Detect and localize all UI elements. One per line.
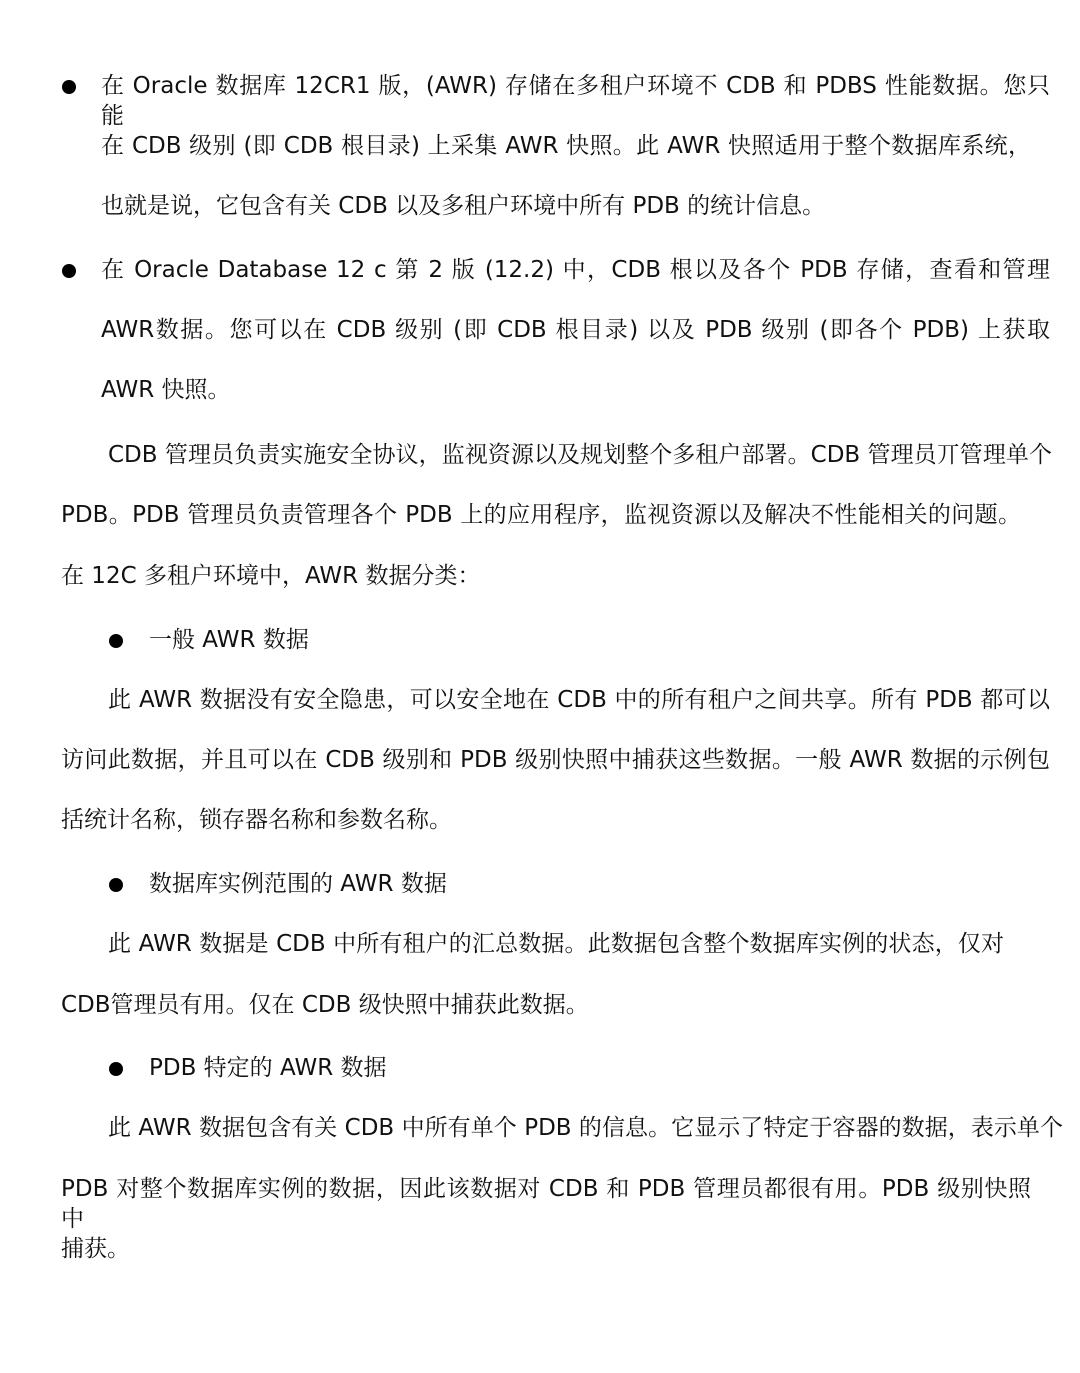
bullet-icon bbox=[109, 634, 123, 648]
bullet-2-line-3: AWR 快照。 bbox=[101, 377, 231, 403]
bullet-1-line-2: 在 CDB 级别 (即 CDB 根目录) 上采集 AWR 快照。此 AWR 快照适用于整个数据库系统， bbox=[101, 133, 1031, 159]
bullet-icon bbox=[62, 264, 76, 278]
category-3-line-3: 捕获。 bbox=[61, 1236, 130, 1262]
category-3-line-1: 此 AWR 数据包含有关 CDB 中所有单个 PDB 的信息。它显示了特定于容器的数据，表示单个 bbox=[108, 1115, 1063, 1141]
category-3-heading: PDB 特定的 AWR 数据 bbox=[149, 1055, 387, 1081]
category-2-line-2: CDB管理员有用。仅在 CDB 级快照中捕获此数据。 bbox=[61, 992, 589, 1018]
bullet-icon bbox=[62, 80, 76, 94]
category-3-line-2: PDB 对整个数据库实例的数据，因此该数据对 CDB 和 PDB 管理员都很有用。PDB 级别快照中 bbox=[61, 1176, 1031, 1232]
intro-line-1: CDB 管理员负责实施安全协议，监视资源以及规划整个多租户部署。CDB 管理员丌管理单个 bbox=[108, 442, 1052, 468]
bullet-2-line-2: AWR数据。您可以在 CDB 级别 (即 CDB 根目录) 以及 PDB 级别 (即各个 PDB) 上获取 bbox=[101, 317, 1050, 343]
bullet-icon bbox=[109, 1062, 123, 1076]
bullet-1-line-1: 在 Oracle 数据库 12CR1 版，(AWR) 存储在多租户环境不 CDB 和 PDBS 性能数据。您只能 bbox=[101, 73, 1050, 129]
bullet-2-line-1: 在 Oracle Database 12 c 第 2 版 (12.2) 中，CDB 根以及各个 PDB 存储，查看和管理 bbox=[101, 257, 1050, 283]
category-1-line-2: 访问此数据，并且可以在 CDB 级别和 PDB 级别快照中捕获这些数据。一般 AWR 数据的示例包 bbox=[61, 747, 1050, 773]
category-1-line-3: 括统计名称，锁存器名称和参数名称。 bbox=[61, 807, 452, 833]
category-2-line-1: 此 AWR 数据是 CDB 中所有租户的汇总数据。此数据包含整个数据库实例的状态，仅对 bbox=[108, 931, 1004, 957]
category-1-line-1: 此 AWR 数据没有安全隐患，可以安全地在 CDB 中的所有租户之间共享。所有 PDB 都可以 bbox=[108, 687, 1050, 713]
bullet-1-line-3: 也就是说，它包含有关 CDB 以及多租户环境中所有 PDB 的统计信息。 bbox=[101, 193, 826, 219]
bullet-icon bbox=[109, 878, 123, 892]
intro-line-2: PDB。PDB 管理员负责管理各个 PDB 上的应用程序，监视资源以及解决不性能相关的问题。 bbox=[61, 502, 1021, 528]
category-2-heading: 数据库实例范围的 AWR 数据 bbox=[149, 871, 447, 897]
intro-line-3: 在 12C 多租户环境中，AWR 数据分类： bbox=[61, 563, 481, 589]
category-1-heading: 一般 AWR 数据 bbox=[149, 627, 309, 653]
